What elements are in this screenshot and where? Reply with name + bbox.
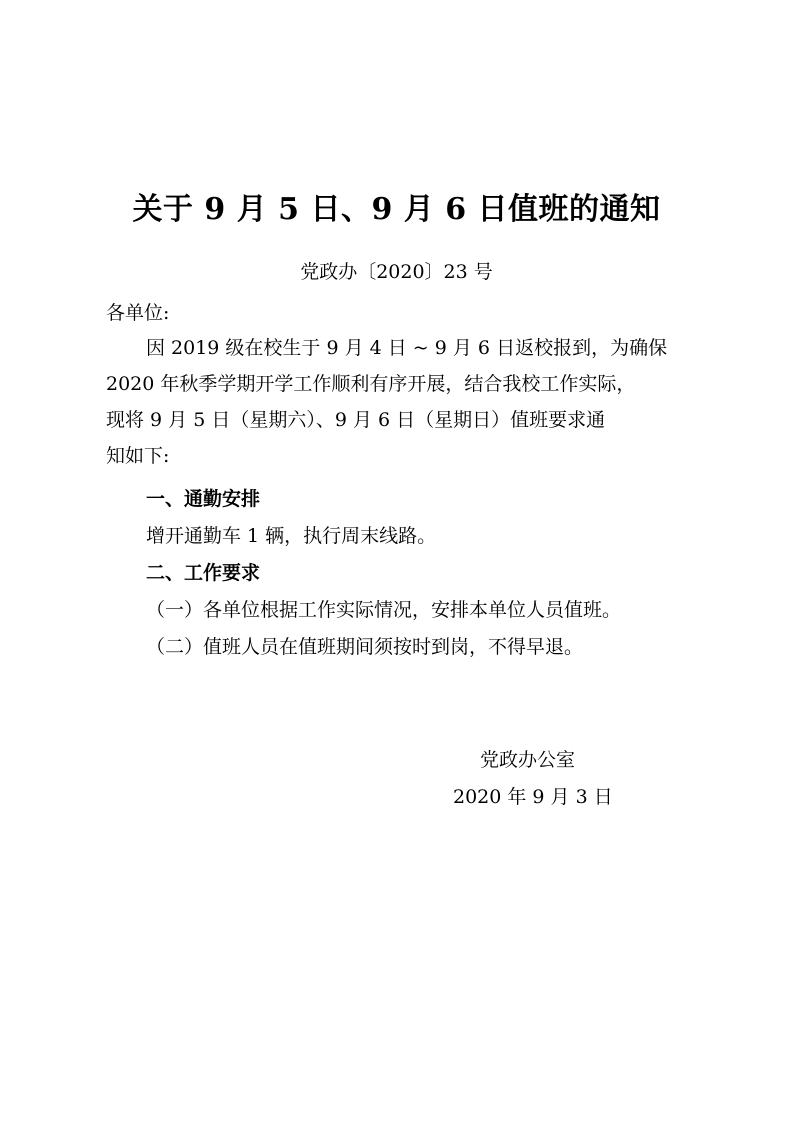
issue-date: 2020 年 9 月 3 日 bbox=[453, 786, 613, 808]
salutation: 各单位: bbox=[106, 302, 170, 324]
section-2-item-2: （二）值班人员在值班期间须按时到岗，不得早退。 bbox=[146, 636, 584, 658]
intro-line-1: 因 2019 级在校生于 9 月 4 日 ~ 9 月 6 日返校报到，为确保 bbox=[146, 337, 668, 359]
issuer-name: 党政办公室 bbox=[480, 749, 576, 771]
section-1-content: 增开通勤车 1 辆，执行周末线路。 bbox=[146, 525, 437, 547]
section-1-heading: 一、通勤安排 bbox=[146, 488, 261, 510]
intro-line-4: 知如下: bbox=[106, 445, 170, 467]
section-2-item-1: （一）各单位根据工作实际情况，安排本单位人员值班。 bbox=[146, 599, 622, 621]
document-title: 关于 9 月 5 日、9 月 6 日值班的通知 bbox=[132, 192, 661, 227]
intro-line-3: 现将 9 月 5 日（星期六）、9 月 6 日（星期日）值班要求通 bbox=[106, 409, 606, 431]
intro-line-2: 2020 年秋季学期开学工作顺利有序开展，结合我校工作实际， bbox=[106, 373, 636, 395]
document-number: 党政办〔2020〕23 号 bbox=[300, 261, 493, 283]
section-2-heading: 二、工作要求 bbox=[146, 562, 261, 584]
